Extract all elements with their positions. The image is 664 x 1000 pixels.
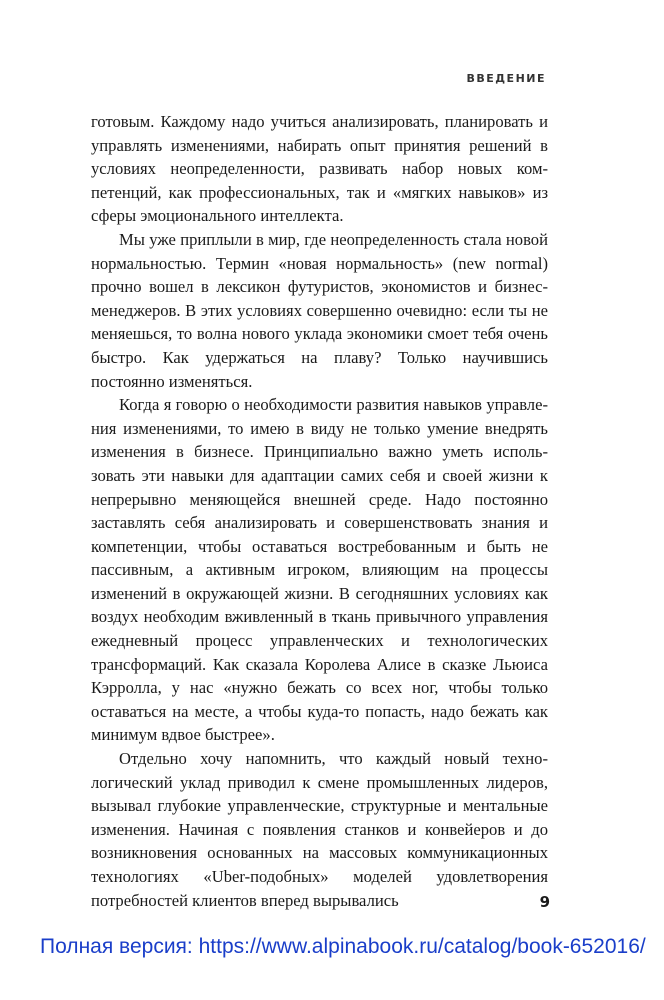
paragraph-3: Когда я говорю о необходимости развития навыков управления изменениями, то имею в виду не только умение внедрять изменения в бизнесе. Принципиально важно уметь использовать эти навыки для адаптации самих себя и своей жизни к непрерывно меняющейся внешней среде. Надо постоянно заставлять себя анализировать и совершенствовать знания и компетенции, чтобы оставаться востребованным и быть не пассивным, а активным игроком, влияющим на процессы изменений в окружающей жизни. В сегодняшних условиях как воздух необходим вживленный в ткань привычного управления ежедневный процесс управленческих и технологических трансформаций. Как сказала Королева Алисе в сказке Льюиса Кэрролла, у нас «нужно бежать со всех ног, чтобы только оставаться на месте, а чтобы куда-то попасть, надо бежать как минимум вдвое быстрее».	[91, 395, 548, 745]
body-text	[91, 110, 548, 912]
full-version-link[interactable]: Полная версия: https://www.alpinabook.ru/catalog/book-652016/	[40, 935, 646, 958]
running-head-title: ВВЕДЕНИЕ	[466, 72, 546, 85]
paragraph-4: Отдельно хочу напомнить, что каждый новый технологический уклад приводил к смене промышленных лидеров, вызывал глубокие управленческие, структурные и ментальные изменения. Начиная с появления станков и конвейеров и до возникновения основанных на массовых коммуникационных технологиях «Uber-подобных» моделей удовлетворения потребностей клиентов вперед вырывались	[91, 749, 548, 910]
paragraph-2: Мы уже приплыли в мир, где неопределенность стала новой нормальностью. Термин «новая нормальность» (new normal) прочно вошел в лексикон футуристов, экономистов и бизнес-менеджеров. В этих условиях совершенно очевидно: если ты не меняешься, то волна нового уклада экономики смоет тебя очень быстро. Как удержаться на плаву? Только научившись постоянно изменяться.	[91, 229, 548, 391]
paragraph-1: готовым. Каждому надо учиться анализировать, планировать и управлять изменениями, набирать опыт принятия решений в условиях неопределенности, развивать набор новых компетенций, как профессиональных, так и «мягких навыков» из сферы эмоционального интеллекта.	[91, 112, 548, 226]
page-number: 9	[539, 893, 550, 911]
